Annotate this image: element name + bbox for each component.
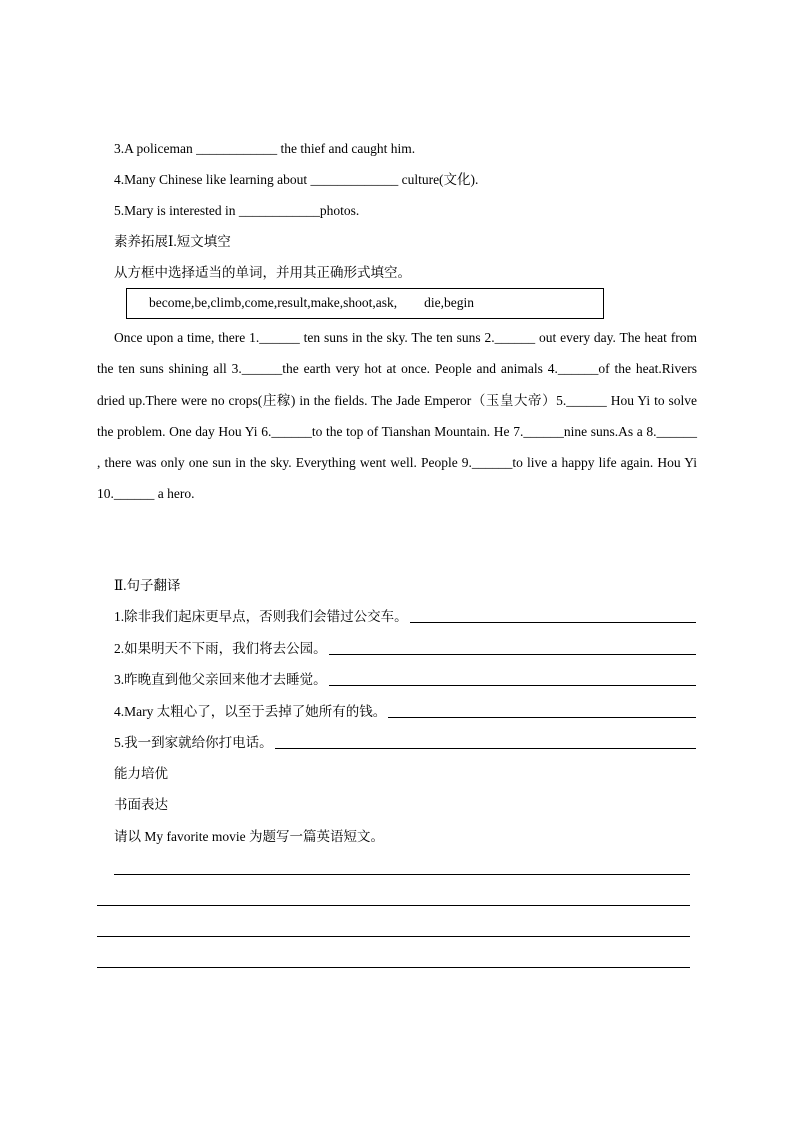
translation-row	[114, 638, 696, 658]
writing-line[interactable]	[97, 905, 690, 906]
section-extension-title: 素养拓展Ⅰ.短文填空	[114, 234, 231, 249]
translation-row	[114, 606, 696, 626]
answer-line[interactable]	[329, 685, 696, 686]
question-4: 4.Many Chinese like learning about _____________ culture(文化).	[114, 172, 479, 187]
translation-row	[114, 701, 696, 721]
passage-body: The heat from the ten suns shining all 3.______the earth very hot at once. People and animals 4.______of the heat.Rivers dried up.There were no crops(庄稼) in the fields. The Jade Emperor（玉皇大帝）5.______ Hou Yi to solve the problem. One day Hou Yi 6.______to the top of Tianshan Mountain. He 7.______nine suns.As a 8.______ , there was only one sun in the sky. Everything went well. People 9.______to live a happy life again. Hou Yi 10.______ a hero.	[97, 330, 697, 502]
word-box-words: become,be,climb,come,result,make,shoot,ask, die,begin	[149, 295, 475, 310]
translation-row	[114, 732, 696, 752]
writing-line[interactable]	[97, 936, 690, 937]
answer-line[interactable]	[329, 654, 696, 655]
translation-row	[114, 669, 696, 689]
writing-line[interactable]	[97, 967, 690, 968]
word-box	[126, 288, 604, 319]
translation-prompt: 2.如果明天不下雨，我们将去公园。	[114, 641, 327, 656]
cloze-passage	[97, 322, 697, 510]
translation-prompt: 3.昨晚直到他父亲回来他才去睡觉。	[114, 672, 327, 687]
answer-line[interactable]	[275, 748, 696, 749]
answer-line[interactable]	[410, 622, 696, 623]
ability-title: 能力培优	[114, 766, 168, 781]
question-5: 5.Mary is interested in ____________photos.	[114, 203, 360, 218]
writing-prompt: 请以 My favorite movie 为题写一篇英语短文。	[114, 829, 384, 844]
answer-line[interactable]	[388, 717, 696, 718]
writing-title: 书面表达	[114, 797, 168, 812]
translation-prompt: 5.我一到家就给你打电话。	[114, 735, 273, 750]
translation-prompt: 1.除非我们起床更早点，否则我们会错过公交车。	[114, 609, 408, 624]
question-3: 3.A policeman ____________ the thief and caught him.	[114, 141, 416, 156]
translation-prompt: 4.Mary 太粗心了，以至于丢掉了她所有的钱。	[114, 704, 387, 719]
passage-first-line: Once upon a time, there 1.______ ten suns in the sky. The ten suns 2.______ out every day.	[114, 330, 616, 345]
writing-line[interactable]	[114, 874, 690, 875]
section-translation-title: Ⅱ.句子翻译	[114, 578, 181, 593]
choose-instruction: 从方框中选择适当的单词，并用其正确形式填空。	[114, 265, 411, 280]
